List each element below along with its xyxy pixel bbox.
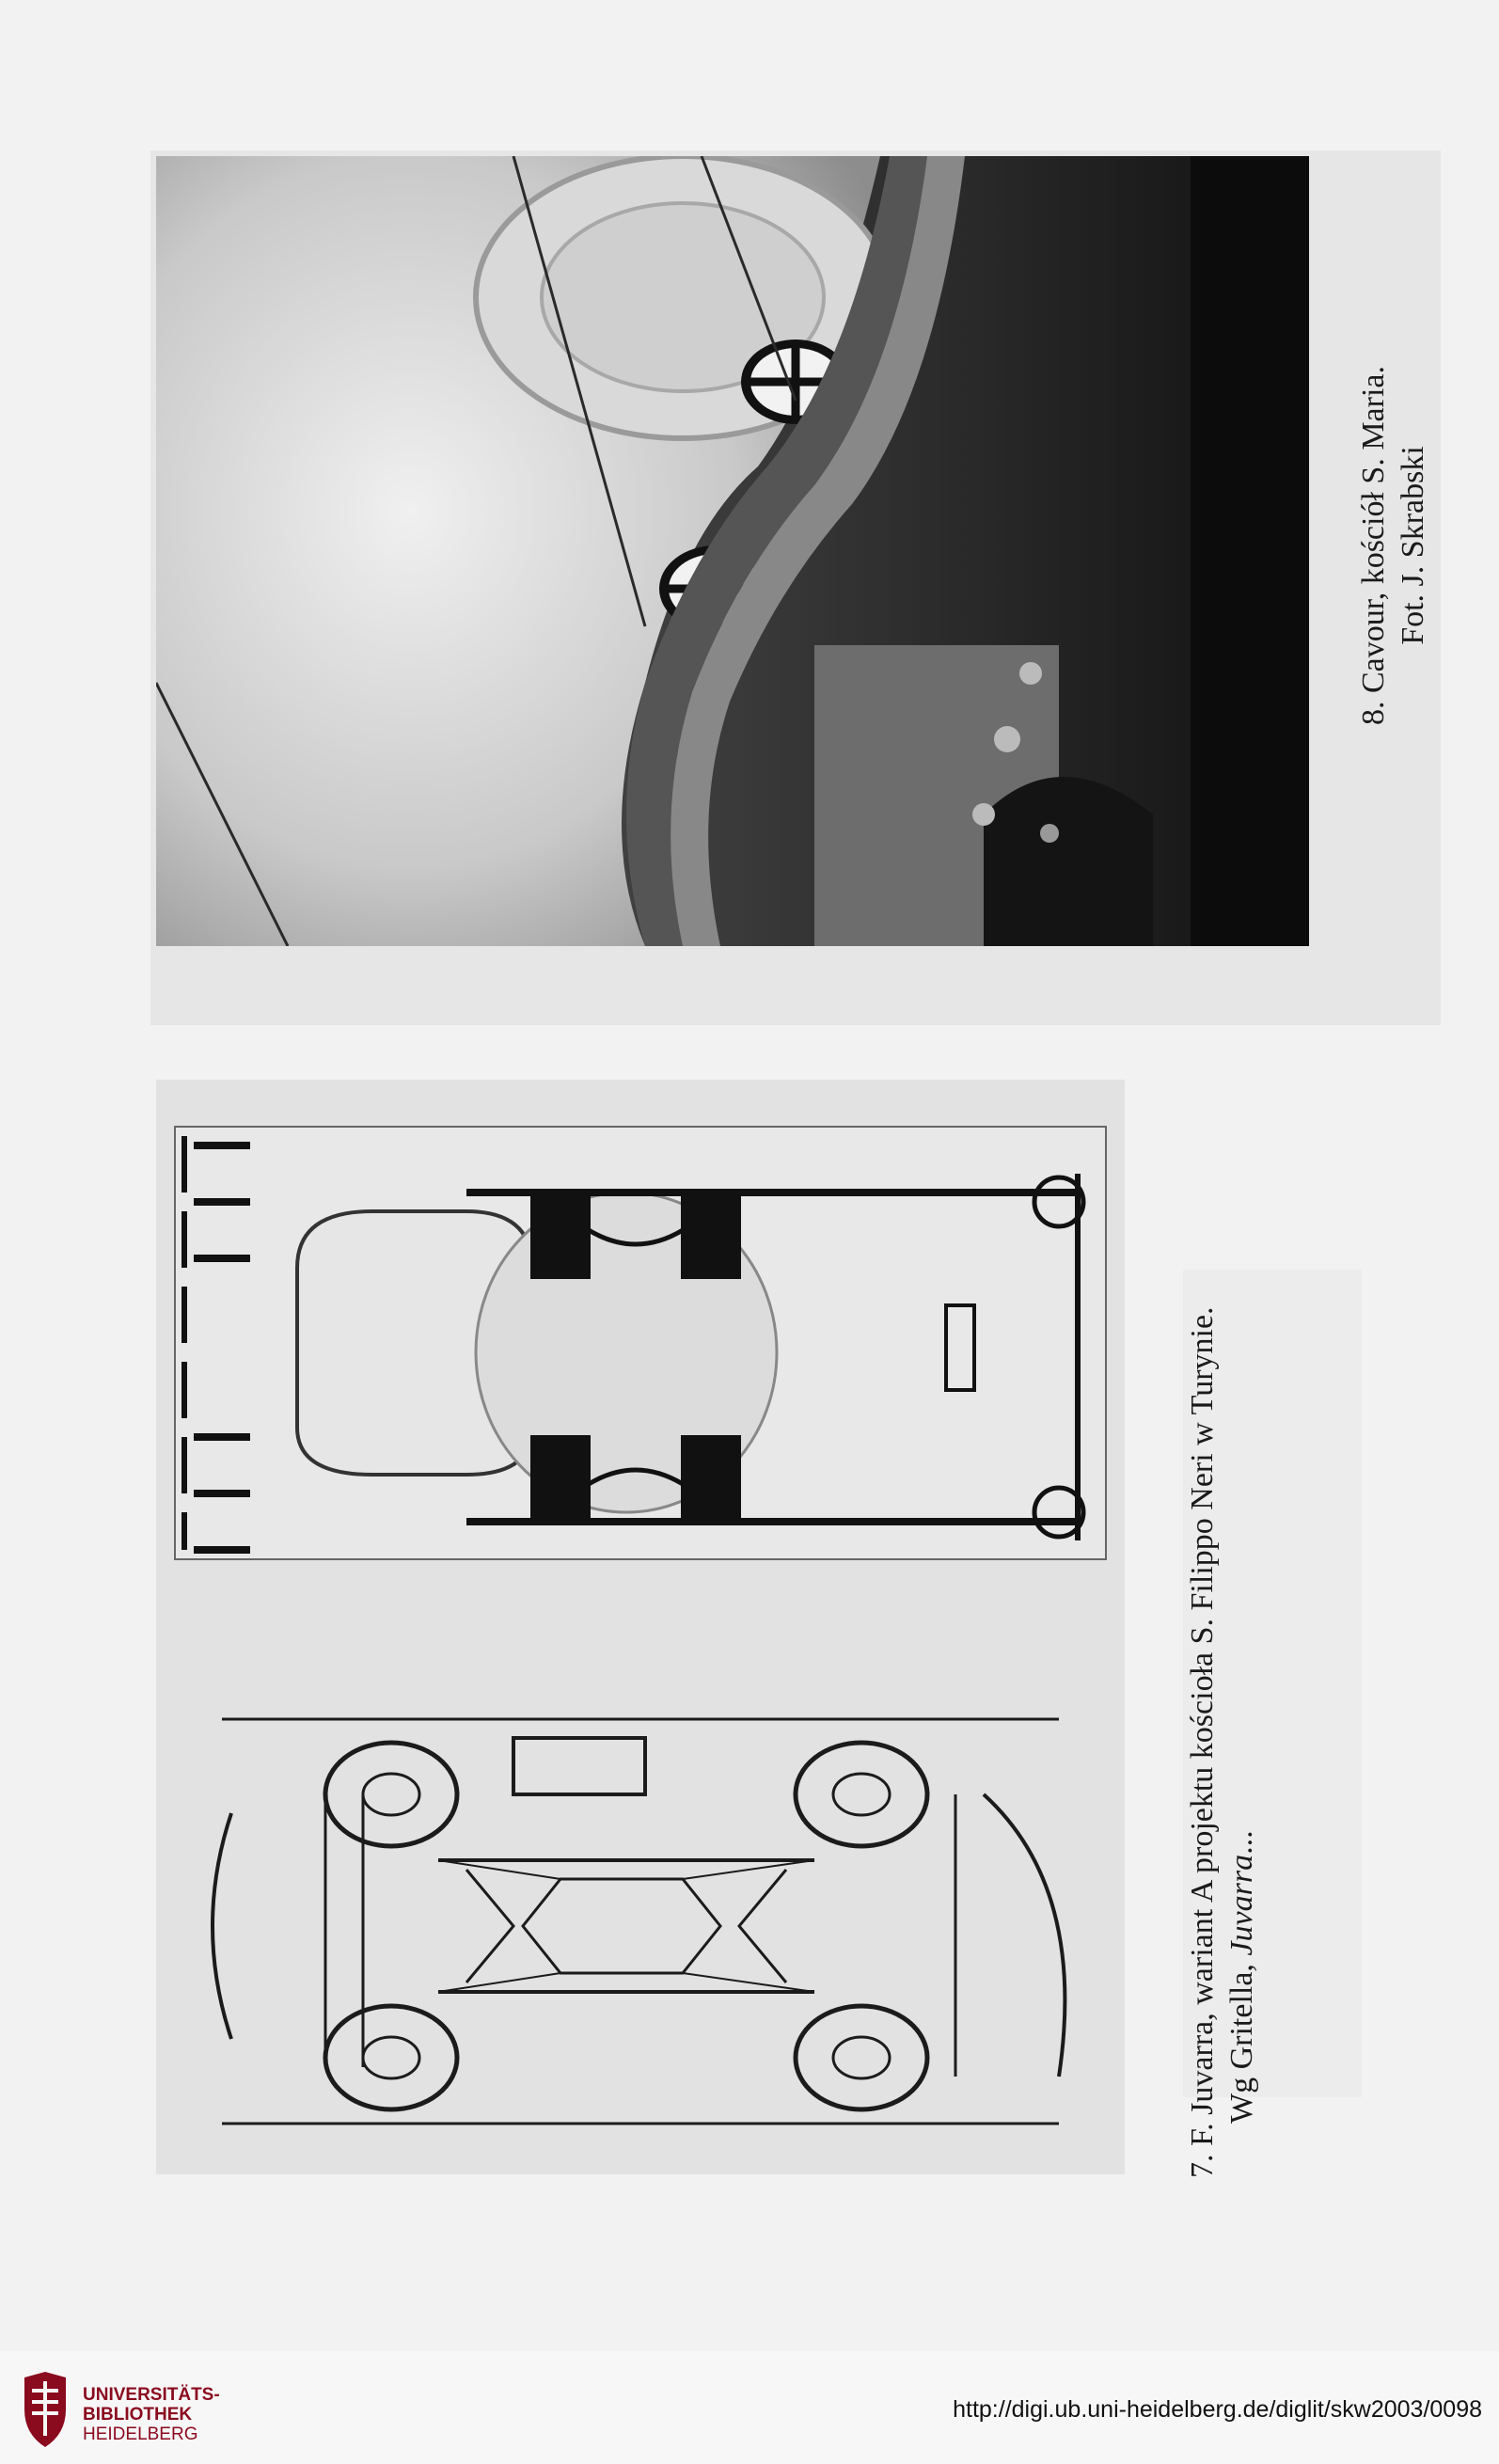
figure-7-caption-source-title: Juvarra [1224,1854,1259,1956]
figure-7-caption-source [1223,1125,1262,2178]
church-plan-image [156,1080,1125,2174]
figure-8-caption-title: 8. Cavour, kościół S. Maria. [1356,365,1391,726]
figure-7-caption-source-suffix: ... [1224,1830,1259,1855]
church-interior-image [156,156,1309,946]
figure-7-caption [1183,1125,1262,2178]
library-name [83,2385,220,2444]
university-logo-icon [17,2368,73,2453]
figure-8-caption-credit: Fot. J. Skrabski [1396,446,1430,645]
measured-floor-plan [175,1127,1106,1559]
figure-8-caption [1354,329,1433,762]
church-interior-photo [156,156,1309,946]
figure-7-caption-title: 7. F. Juvarra, wariant A projektu kościoła S. Filippo Neri w Turynie. [1185,1306,1220,2178]
figure-7-caption-source-prefix: Wg Gritella, [1224,1955,1259,2124]
library-name-line-2: BIBLIOTHEK [83,2405,193,2425]
library-name-line-3: HEIDELBERG [83,2425,198,2444]
source-url-link[interactable]: http://digi.ub.uni-heidelberg.de/diglit/skw2003/0098 [953,2396,1482,2423]
church-plan-drawings [156,1080,1125,2174]
library-name-line-1: UNIVERSITÄTS- [83,2385,220,2405]
